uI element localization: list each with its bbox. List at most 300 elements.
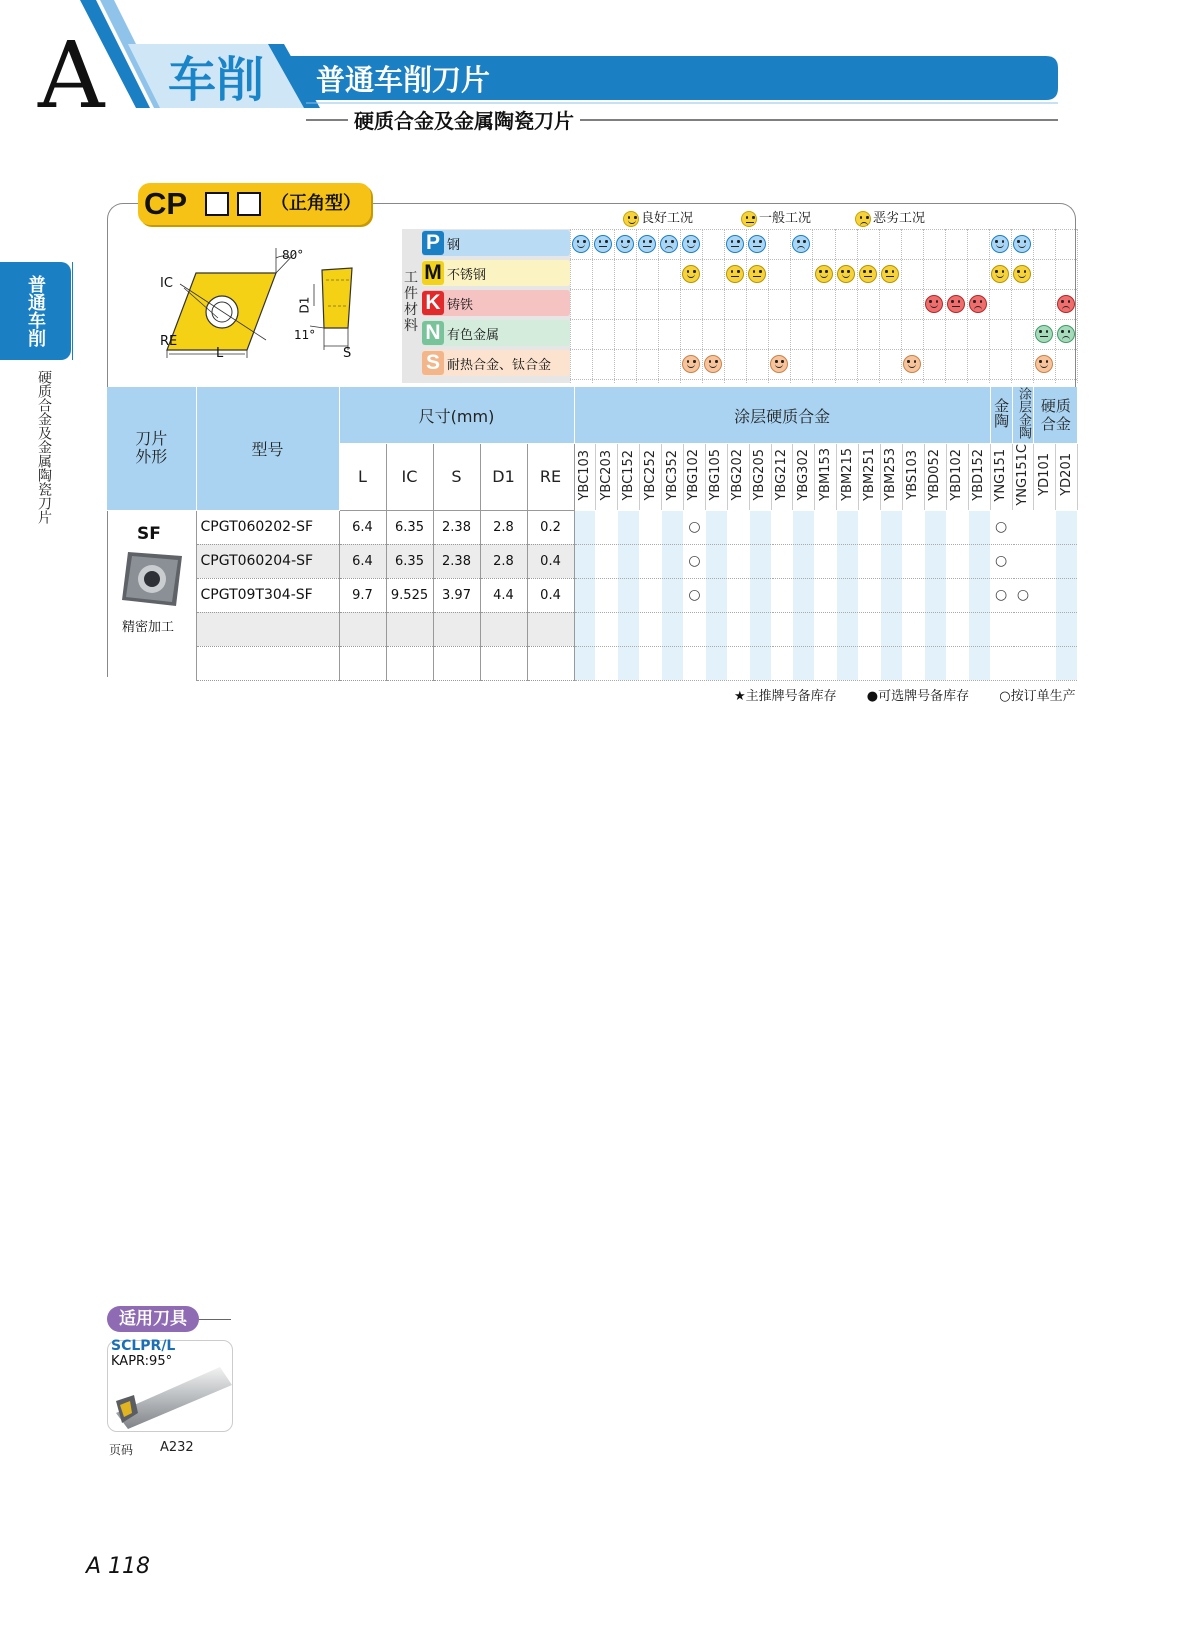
grade-availability-cell xyxy=(881,510,903,544)
col-grade xyxy=(859,444,881,511)
neutral-face-icon xyxy=(748,235,766,253)
grade-availability-cell xyxy=(662,544,684,578)
material-letter: N xyxy=(422,321,444,345)
grid-line xyxy=(658,229,659,383)
sad-face-icon xyxy=(792,235,810,253)
grade-label: YBG302 xyxy=(795,449,811,501)
grid-line xyxy=(680,229,681,383)
neutral-face-icon xyxy=(1035,325,1053,343)
diagram-label-s: S xyxy=(343,346,352,361)
tool-tag-rule xyxy=(199,1319,231,1320)
legend-good xyxy=(623,210,693,228)
legend-bad xyxy=(855,210,925,228)
grade-availability-cell xyxy=(662,646,684,680)
good-face-icon xyxy=(1035,355,1053,373)
grid-line xyxy=(790,229,791,383)
grade-availability-cell xyxy=(1034,510,1056,544)
side-category-text: 硬质合金及金属陶瓷刀片 xyxy=(36,370,52,524)
grade-label: YBC252 xyxy=(642,449,658,501)
grade-availability-cell xyxy=(837,646,859,680)
grade-availability-cell: ○ xyxy=(683,578,705,612)
stock-legend-order: ○按订单生产 xyxy=(999,689,1076,704)
grade-availability-cell xyxy=(705,544,727,578)
tool-name: SCLPR/L xyxy=(111,1338,176,1354)
grade-availability-cell xyxy=(727,578,749,612)
code-placeholder-box xyxy=(237,192,261,216)
model-cell[interactable]: CPGT060202-SF xyxy=(196,510,339,544)
grade-label: YBC203 xyxy=(598,449,614,501)
grid-line xyxy=(1077,229,1078,383)
good-face-icon xyxy=(991,265,1009,283)
grade-availability-cell xyxy=(990,612,1012,646)
good-face-icon xyxy=(1013,265,1031,283)
grade-availability-cell xyxy=(902,612,924,646)
dim-cell-s xyxy=(433,612,480,646)
col-grade xyxy=(815,444,837,511)
grid-line xyxy=(570,349,1077,350)
col-dim-re: RE xyxy=(527,444,574,511)
grid-line xyxy=(879,229,880,383)
grade-availability-cell xyxy=(968,646,990,680)
grade-availability-cell xyxy=(793,544,815,578)
grade-availability-cell xyxy=(881,612,903,646)
grade-availability-cell xyxy=(683,646,705,680)
good-face-icon xyxy=(623,211,639,227)
dim-cell-ic: 6.35 xyxy=(386,510,433,544)
dim-cell-ic: 9.525 xyxy=(386,578,433,612)
grade-availability-cell xyxy=(837,578,859,612)
grade-availability-cell xyxy=(705,612,727,646)
grade-availability-cell xyxy=(727,646,749,680)
col-grade xyxy=(837,444,859,511)
table-row xyxy=(107,510,1078,544)
spec-table-body xyxy=(107,510,1078,680)
dim-cell-d1 xyxy=(480,646,527,680)
grid-line xyxy=(857,229,858,383)
good-face-icon xyxy=(1013,235,1031,253)
grade-availability-cell xyxy=(574,646,596,680)
col-grade xyxy=(596,444,618,511)
grade-availability-cell xyxy=(662,510,684,544)
dim-cell-ic: 6.35 xyxy=(386,544,433,578)
grade-label: YBG202 xyxy=(730,449,746,501)
col-carbide xyxy=(1034,387,1078,444)
grade-availability-cell xyxy=(705,510,727,544)
stock-legend-optional: ●可选牌号备库存 xyxy=(866,689,970,704)
good-face-icon xyxy=(682,235,700,253)
grade-label: YBD102 xyxy=(949,448,965,501)
side-tab[interactable] xyxy=(0,262,71,360)
tool-kapr: KAPR:95° xyxy=(111,1354,173,1369)
col-grade xyxy=(1034,444,1056,511)
sad-face-icon xyxy=(969,295,987,313)
dim-cell-re: 0.4 xyxy=(527,544,574,578)
grade-availability-cell xyxy=(771,646,793,680)
grade-availability-cell xyxy=(640,646,662,680)
grid-line xyxy=(570,229,571,383)
table-row xyxy=(107,612,1078,646)
grade-availability-cell xyxy=(749,510,771,544)
grade-availability-cell xyxy=(596,544,618,578)
grade-availability-cell xyxy=(771,612,793,646)
material-letter: K xyxy=(422,291,444,315)
good-face-icon xyxy=(572,235,590,253)
col-grade xyxy=(793,444,815,511)
col-cermet xyxy=(990,387,1012,444)
grade-availability-cell xyxy=(968,578,990,612)
col-dim-ic: IC xyxy=(386,444,433,511)
grade-availability-cell xyxy=(815,544,837,578)
grade-availability-cell xyxy=(793,612,815,646)
material-rating-grid xyxy=(570,229,1077,383)
grade-availability-cell xyxy=(946,544,968,578)
table-row xyxy=(107,578,1078,612)
col-grade xyxy=(968,444,990,511)
grade-label: YBM251 xyxy=(861,448,877,502)
dim-cell-l xyxy=(339,612,386,646)
grade-availability-cell xyxy=(596,646,618,680)
grade-availability-cell xyxy=(1034,578,1056,612)
material-letter: P xyxy=(422,231,444,255)
grid-line xyxy=(570,319,1077,320)
grid-line xyxy=(570,379,1077,380)
good-face-icon xyxy=(616,235,634,253)
grade-availability-cell xyxy=(837,510,859,544)
shape-label: 精密加工 xyxy=(122,620,175,635)
material-name: 钢 xyxy=(447,237,461,253)
spec-table-wrap xyxy=(107,387,1077,677)
grade-availability-cell xyxy=(881,646,903,680)
col-grade xyxy=(749,444,771,511)
grade-availability-cell xyxy=(881,578,903,612)
grade-availability-cell xyxy=(640,510,662,544)
grid-line xyxy=(812,229,813,383)
model-cell[interactable] xyxy=(196,612,339,646)
grade-availability-cell xyxy=(618,578,640,612)
grid-line xyxy=(945,229,946,383)
dim-cell-d1 xyxy=(480,612,527,646)
code-placeholder-box xyxy=(205,192,229,216)
grade-label: YBG205 xyxy=(752,449,768,501)
material-row-p xyxy=(422,230,570,256)
grade-availability-cell xyxy=(1012,544,1034,578)
grade-availability-cell xyxy=(859,612,881,646)
tool-page-link[interactable]: A232 xyxy=(160,1440,194,1455)
grade-availability-cell: ○ xyxy=(1012,578,1034,612)
grade-availability-cell xyxy=(640,612,662,646)
material-row-k xyxy=(422,290,570,316)
grid-line xyxy=(570,229,1077,230)
grade-availability-cell xyxy=(618,544,640,578)
material-letter: S xyxy=(422,351,444,375)
col-grade xyxy=(771,444,793,511)
dim-cell-d1: 2.8 xyxy=(480,510,527,544)
grade-availability-cell xyxy=(640,578,662,612)
col-coated-cermet xyxy=(1012,387,1034,444)
good-face-icon xyxy=(837,265,855,283)
col-grade xyxy=(946,444,968,511)
grade-availability-cell xyxy=(1056,510,1078,544)
col-grade xyxy=(574,444,596,511)
grade-availability-cell xyxy=(793,646,815,680)
col-dim-l: L xyxy=(339,444,386,511)
dim-cell-s: 3.97 xyxy=(433,578,480,612)
grade-availability-cell xyxy=(815,612,837,646)
product-code: CP xyxy=(144,186,188,221)
grade-availability-cell xyxy=(1034,646,1056,680)
col-grade xyxy=(924,444,946,511)
grade-label: YBS103 xyxy=(905,449,921,500)
grade-label: YBD052 xyxy=(927,448,943,501)
grade-availability-cell xyxy=(618,646,640,680)
section-title: 车削 xyxy=(168,52,265,108)
grade-availability-cell xyxy=(902,544,924,578)
grid-line xyxy=(1033,229,1034,383)
spec-table xyxy=(107,387,1078,681)
grade-availability-cell xyxy=(618,510,640,544)
col-grade xyxy=(902,444,924,511)
col-dimensions: 尺寸(mm) xyxy=(339,387,574,444)
grade-availability-cell xyxy=(902,510,924,544)
grade-availability-cell xyxy=(1056,578,1078,612)
dim-cell-re xyxy=(527,612,574,646)
grade-availability-cell xyxy=(727,510,749,544)
material-name: 铸铁 xyxy=(447,297,474,313)
applicable-tool-tag: 适用刀具 xyxy=(107,1306,199,1332)
grid-line xyxy=(636,229,637,383)
stock-legend xyxy=(734,688,1076,706)
grade-label: YBD152 xyxy=(971,448,987,501)
grid-line xyxy=(724,229,725,383)
tool-page-label: 页码 xyxy=(109,1443,134,1457)
grade-availability-cell: ○ xyxy=(990,510,1012,544)
grade-availability-cell xyxy=(990,646,1012,680)
diagram-angle-top: 80° xyxy=(282,248,304,262)
col-grade xyxy=(727,444,749,511)
grade-availability-cell xyxy=(968,544,990,578)
diagram-label-d1: D1 xyxy=(297,296,312,314)
grade-availability-cell xyxy=(793,510,815,544)
grade-availability-cell xyxy=(924,646,946,680)
diagram-label-re: RE xyxy=(160,334,178,349)
col-shape xyxy=(107,387,196,510)
neutral-face-icon xyxy=(638,235,656,253)
grade-availability-cell: ○ xyxy=(990,578,1012,612)
diagram-angle-side: 11° xyxy=(294,328,316,342)
grade-availability-cell xyxy=(727,612,749,646)
grid-line xyxy=(923,229,924,383)
grade-availability-cell xyxy=(968,612,990,646)
grade-availability-cell: ○ xyxy=(683,510,705,544)
insert-diagram xyxy=(150,240,390,370)
col-grade xyxy=(1012,444,1034,511)
legend-label: 恶劣工况 xyxy=(873,211,926,226)
table-row xyxy=(107,646,1078,680)
grade-availability-cell xyxy=(771,544,793,578)
grade-availability-cell xyxy=(924,510,946,544)
sad-face-icon xyxy=(1057,325,1075,343)
legend-label: 一般工况 xyxy=(759,211,812,226)
dim-cell-d1: 4.4 xyxy=(480,578,527,612)
grid-line xyxy=(1011,229,1012,383)
grade-availability-cell xyxy=(793,578,815,612)
grade-availability-cell xyxy=(859,646,881,680)
grade-label: YBG102 xyxy=(686,449,702,501)
grade-availability-cell xyxy=(596,510,618,544)
neutral-face-icon xyxy=(881,265,899,283)
col-model: 型号 xyxy=(196,387,339,510)
sad-face-icon xyxy=(855,211,871,227)
grade-availability-cell xyxy=(771,510,793,544)
section-letter: A xyxy=(38,22,105,129)
grade-availability-cell xyxy=(574,612,596,646)
grade-availability-cell xyxy=(859,510,881,544)
good-face-icon xyxy=(704,355,722,373)
grade-availability-cell xyxy=(683,612,705,646)
dim-cell-l: 6.4 xyxy=(339,510,386,544)
model-cell[interactable]: CPGT060204-SF xyxy=(196,544,339,578)
grade-availability-cell xyxy=(749,612,771,646)
sad-face-icon xyxy=(660,235,678,253)
diagram-label-l: L xyxy=(216,346,224,361)
grade-availability-cell xyxy=(968,510,990,544)
grade-label: YD201 xyxy=(1058,453,1074,497)
good-face-icon xyxy=(682,355,700,373)
dim-cell-s: 2.38 xyxy=(433,544,480,578)
grade-availability-cell xyxy=(1056,612,1078,646)
neutral-face-icon xyxy=(594,235,612,253)
neutral-face-icon xyxy=(726,235,744,253)
grade-availability-cell xyxy=(640,544,662,578)
col-grade xyxy=(662,444,684,511)
grade-label: YBG212 xyxy=(773,449,789,501)
dim-cell-l xyxy=(339,646,386,680)
neutral-face-icon xyxy=(859,265,877,283)
model-cell[interactable]: CPGT09T304-SF xyxy=(196,578,339,612)
grade-availability-cell xyxy=(1034,544,1056,578)
col-grade xyxy=(1056,444,1078,511)
side-tab-label: 普通车削 xyxy=(25,275,46,347)
material-row-m xyxy=(422,260,570,286)
grid-line xyxy=(989,229,990,383)
col-dim-s: S xyxy=(433,444,480,511)
grade-availability-cell xyxy=(946,578,968,612)
grade-availability-cell xyxy=(815,510,837,544)
neutral-face-icon xyxy=(726,265,744,283)
col-dim-d1: D1 xyxy=(480,444,527,511)
grade-label: YBC152 xyxy=(620,449,636,501)
grade-availability-cell xyxy=(859,544,881,578)
grade-availability-cell xyxy=(1012,510,1034,544)
dim-cell-re: 0.2 xyxy=(527,510,574,544)
col-carbide-label: 硬质合金 xyxy=(1040,397,1071,433)
grade-label: YBG105 xyxy=(708,449,724,501)
col-coated-carbide: 涂层硬质合金 xyxy=(574,387,990,444)
good-face-icon xyxy=(770,355,788,373)
grid-line xyxy=(1055,229,1056,383)
grade-availability-cell xyxy=(946,510,968,544)
good-face-icon xyxy=(815,265,833,283)
grid-line xyxy=(835,229,836,383)
material-name: 不锈钢 xyxy=(447,267,487,283)
grade-availability-cell xyxy=(1012,612,1034,646)
grade-availability-cell xyxy=(771,578,793,612)
grade-availability-cell xyxy=(1012,646,1034,680)
grade-availability-cell xyxy=(902,646,924,680)
grid-line xyxy=(702,229,703,383)
grade-availability-cell xyxy=(574,544,596,578)
grade-availability-cell xyxy=(662,578,684,612)
grade-availability-cell xyxy=(749,646,771,680)
grade-availability-cell xyxy=(924,578,946,612)
grid-line xyxy=(614,229,615,383)
dim-cell-ic xyxy=(386,646,433,680)
stock-legend-main: ★主推牌号备库存 xyxy=(734,689,837,704)
col-grade xyxy=(705,444,727,511)
grid-line xyxy=(570,259,1077,260)
grade-availability-cell xyxy=(924,544,946,578)
dim-cell-l: 6.4 xyxy=(339,544,386,578)
good-face-icon xyxy=(991,235,1009,253)
grade-availability-cell xyxy=(596,612,618,646)
grade-availability-cell xyxy=(859,578,881,612)
grade-availability-cell: ○ xyxy=(990,544,1012,578)
grade-availability-cell xyxy=(1034,612,1056,646)
grade-availability-cell xyxy=(574,510,596,544)
grid-line xyxy=(901,229,902,383)
grid-line xyxy=(570,289,1077,290)
neutral-face-icon xyxy=(741,211,757,227)
dim-cell-re xyxy=(527,646,574,680)
col-grade xyxy=(990,444,1012,511)
page-subtitle: 硬质合金及金属陶瓷刀片 xyxy=(348,108,580,134)
grade-label: YBM153 xyxy=(817,448,833,502)
grade-availability-cell xyxy=(1056,646,1078,680)
product-type: （正角型） xyxy=(271,193,361,214)
dim-cell-s xyxy=(433,646,480,680)
grid-line xyxy=(967,229,968,383)
grade-availability-cell xyxy=(749,544,771,578)
material-name: 有色金属 xyxy=(447,327,500,343)
grade-label: YNG151C xyxy=(1015,444,1031,506)
grade-label: YNG151 xyxy=(993,448,1009,502)
dim-cell-s: 2.38 xyxy=(433,510,480,544)
material-row-s xyxy=(422,350,570,376)
model-cell[interactable] xyxy=(196,646,339,680)
col-grade xyxy=(618,444,640,511)
diagram-label-ic: IC xyxy=(160,276,173,291)
grade-availability-cell xyxy=(705,646,727,680)
sad-face-icon xyxy=(1057,295,1075,313)
col-coated-cermet-label: 涂层金陶 xyxy=(1016,387,1032,439)
grade-availability-cell xyxy=(815,578,837,612)
grade-availability-cell xyxy=(815,646,837,680)
dim-cell-d1: 2.8 xyxy=(480,544,527,578)
col-cermet-label: 金陶 xyxy=(992,398,1011,428)
grade-availability-cell xyxy=(618,612,640,646)
grade-label: YBC352 xyxy=(664,449,680,501)
grade-availability-cell xyxy=(881,544,903,578)
grade-availability-cell xyxy=(596,578,618,612)
material-row-n xyxy=(422,320,570,346)
grade-availability-cell xyxy=(1056,544,1078,578)
good-face-icon xyxy=(925,295,943,313)
material-name: 耐热合金、钛合金 xyxy=(447,357,552,373)
legend-label: 良好工况 xyxy=(641,211,694,226)
grade-availability-cell xyxy=(946,646,968,680)
grade-availability-cell xyxy=(662,612,684,646)
grade-availability-cell: ○ xyxy=(683,544,705,578)
